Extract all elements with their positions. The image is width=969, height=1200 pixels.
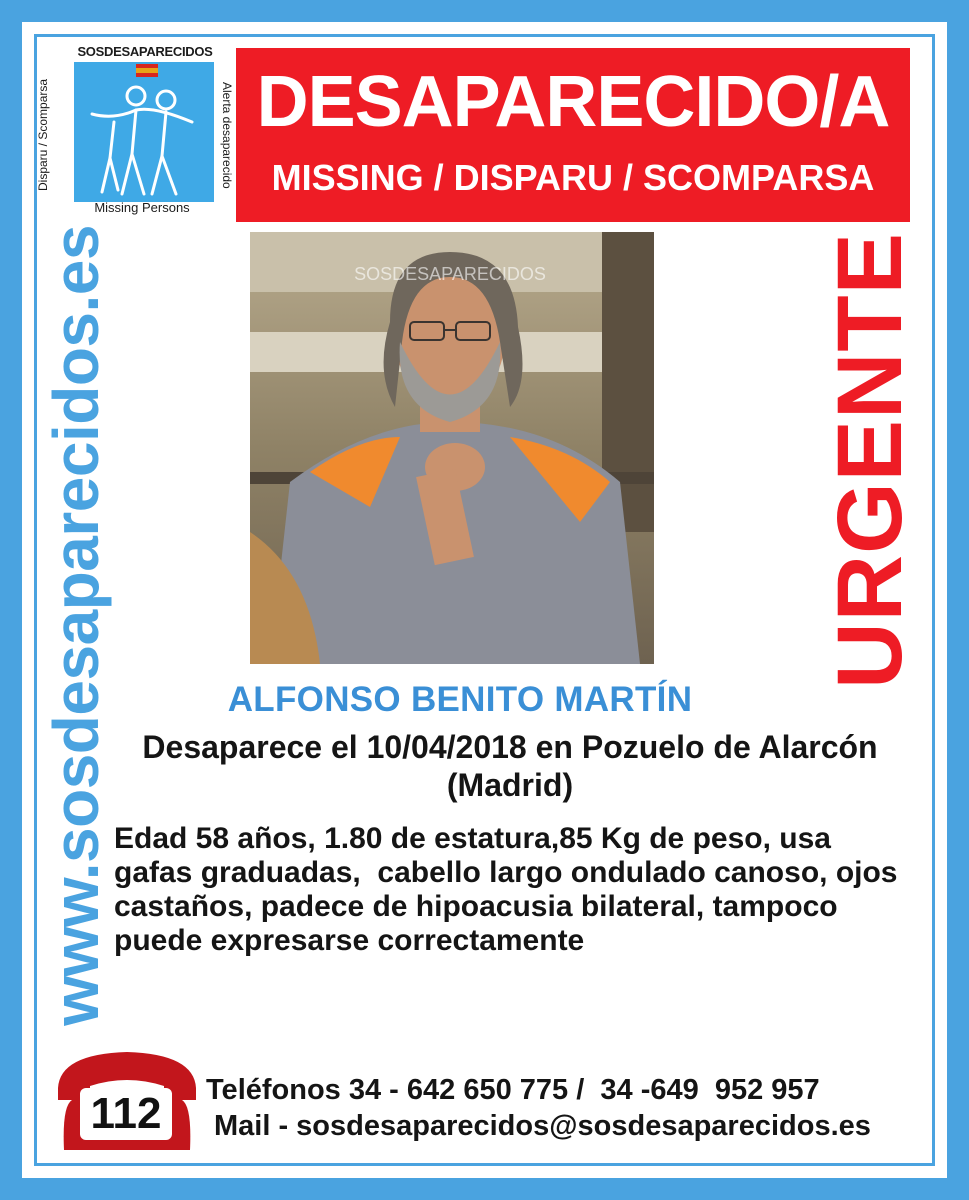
- person-photo: [250, 232, 654, 664]
- photo-watermark: SOSDESAPARECIDOS: [354, 264, 546, 284]
- missing-region-line: (Madrid): [446, 767, 574, 803]
- urgent-label: [818, 231, 921, 689]
- organization-logo: [36, 40, 234, 220]
- emergency-number: 112: [80, 1088, 172, 1140]
- banner-subtitle: MISSING / DISPARU / SCOMPARSA: [271, 157, 875, 198]
- missing-banner: [236, 48, 910, 222]
- person-name: ALFONSO BENITO MARTÍN: [227, 680, 693, 719]
- banner-title: DESAPARECIDO/A: [256, 62, 890, 142]
- urgent-label-text: URGENTE: [818, 231, 921, 689]
- logo-left-text: Disparu / Scomparsa: [36, 78, 50, 192]
- description-line: Edad 58 años, 1.80 de estatura,85 Kg de peso, usa: [114, 822, 831, 855]
- logo-bottom-text: Missing Persons: [94, 200, 190, 215]
- physical-description: [114, 822, 914, 958]
- missing-date-line: Desaparece el 10/04/2018 en Pozuelo de Alarcón: [142, 729, 878, 765]
- missing-date-location: [110, 728, 910, 804]
- logo-top-text: SOSDESAPARECIDOS: [77, 44, 213, 59]
- people-group-icon: [74, 62, 214, 202]
- description-line: puede expresarse correctamente: [114, 924, 585, 957]
- website-url-text: www.sosdesaparecidos.es: [40, 224, 112, 1026]
- contact-mail: Mail - sosdesaparecidos@sosdesaparecidos.es: [214, 1110, 871, 1142]
- contact-phones: Teléfonos 34 - 642 650 775 / 34 -649 952 957: [206, 1074, 820, 1106]
- vertical-website-url: [40, 224, 112, 1026]
- contact-info: [206, 1072, 926, 1144]
- logo-right-text: Alerta desaparecido: [220, 81, 234, 189]
- description-line: gafas graduadas, cabello largo ondulado canoso, ojos: [114, 856, 898, 889]
- description-line: castaños, padece de hipoacusia bilateral, tampoco: [114, 890, 838, 923]
